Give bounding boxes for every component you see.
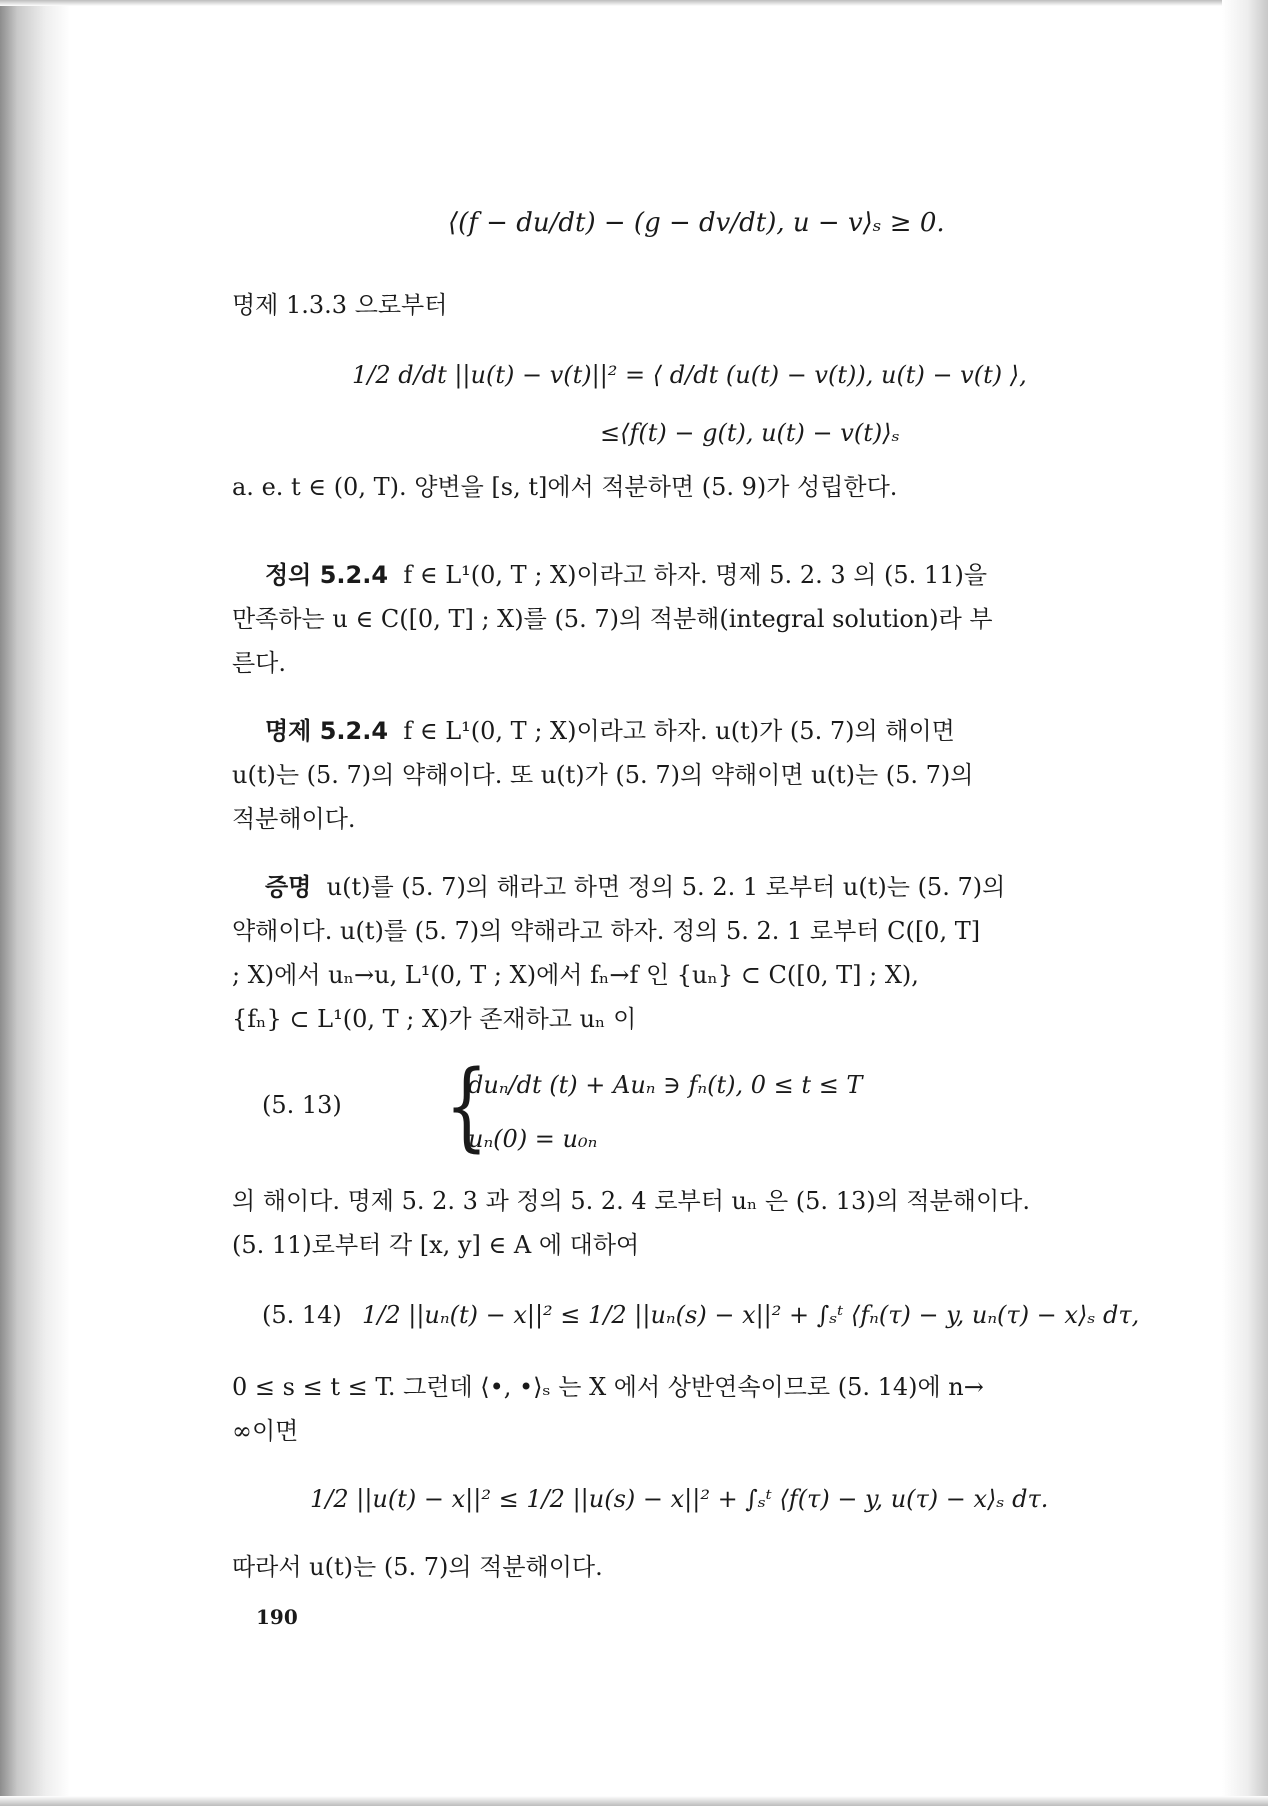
definition-line-3: 른다. [232, 649, 286, 677]
equation-5-13-label: (5. 13) [262, 1091, 342, 1119]
proof-text-1: u(t)를 (5. 7)의 해라고 하면 정의 5. 2. 1 로부터 u(t)는 (5. 7)의 [326, 873, 1006, 901]
proof-line-4: {fₙ} ⊂ L¹(0, T ; X)가 존재하고 uₙ 이 [232, 1005, 637, 1033]
equation-1-line-2: ≤⟨f(t) − g(t), u(t) − v(t)⟩ₛ [600, 419, 900, 447]
book-spine-shadow [0, 0, 70, 1806]
definition-line-2: 만족하는 u ∈ C([0, T] ; X)를 (5. 7)의 적분해(integral solution)라 부 [232, 605, 993, 633]
paragraph-3-line-2: (5. 11)로부터 각 [x, y] ∈ A 에 대하여 [232, 1231, 640, 1259]
page-number: 190 [256, 1605, 298, 1629]
proposition-line-2: u(t)는 (5. 7)의 약해이다. 또 u(t)가 (5. 7)의 약해이면 u(t)는 (5. 7)의 [232, 761, 974, 789]
equation-1-line-1: 1/2 d/dt ||u(t) − v(t)||² = ⟨ d/dt (u(t) − v(t)), u(t) − v(t) ⟩, [352, 361, 1027, 389]
equation-5-14-label: (5. 14) [262, 1301, 342, 1329]
equation-5-14: 1/2 ||uₙ(t) − x||² ≤ 1/2 ||uₙ(s) − x||² + ∫ₛᵗ ⟨fₙ(τ) − y, uₙ(τ) − x⟩ₛ dτ, [362, 1301, 1140, 1329]
definition-text-1: f ∈ L¹(0, T ; X)이라고 하자. 명제 5. 2. 3 의 (5. 11)을 [403, 561, 988, 589]
paragraph-4-line-1: 0 ≤ s ≤ t ≤ T. 그런데 ⟨•, •⟩ₛ 는 X 에서 상반연속이므로 (5. 14)에 n→ [232, 1373, 984, 1401]
paragraph-3-line-1: 의 해이다. 명제 5. 2. 3 과 정의 5. 2. 4 로부터 uₙ 은 (5. 13)의 적분해이다. [232, 1187, 1030, 1215]
proof-label: 증명 [265, 873, 312, 901]
proof-line-3: ; X)에서 uₙ→u, L¹(0, T ; X)에서 fₙ→f 인 {uₙ} ⊂ C([0, T] ; X), [232, 961, 919, 989]
bottom-edge-shadow [0, 1796, 1268, 1806]
proposition-line-3: 적분해이다. [232, 805, 356, 833]
paragraph-1: 명제 1.3.3 으로부터 [232, 291, 448, 319]
proposition-text-1: f ∈ L¹(0, T ; X)이라고 하자. u(t)가 (5. 7)의 해이면 [403, 717, 955, 745]
proposition-label: 명제 5.2.4 [265, 717, 389, 745]
paragraph-4-line-2: ∞이면 [232, 1417, 299, 1445]
equation-5-13-line-1: duₙ/dt (t) + Auₙ ∋ fₙ(t), 0 ≤ t ≤ T [468, 1071, 863, 1099]
proof-line-1 [265, 872, 1005, 902]
equation-final: 1/2 ||u(t) − x||² ≤ 1/2 ||u(s) − x||² + ∫ₛᵗ ⟨f(τ) − y, u(τ) − x⟩ₛ dτ. [310, 1485, 1049, 1513]
proposition-line-1 [265, 716, 955, 746]
left-brace: { [445, 1050, 488, 1162]
equation-top: ⟨(f − du/dt) − (g − dv/dt), u − v⟩ₛ ≥ 0. [448, 208, 945, 238]
proof-line-2: 약해이다. u(t)를 (5. 7)의 약해라고 하자. 정의 5. 2. 1 로부터 C([0, T] [232, 917, 981, 945]
top-edge-shadow [0, 0, 1268, 6]
definition-label: 정의 5.2.4 [265, 561, 389, 589]
paragraph-2: a. e. t ∈ (0, T). 양변을 [s, t]에서 적분하면 (5. 9)가 성립한다. [232, 473, 898, 501]
equation-5-13-line-2: uₙ(0) = u₀ₙ [468, 1125, 598, 1153]
paragraph-5: 따라서 u(t)는 (5. 7)의 적분해이다. [232, 1553, 603, 1581]
page-edge-shadow [1222, 0, 1268, 1806]
definition-line-1 [265, 560, 987, 590]
